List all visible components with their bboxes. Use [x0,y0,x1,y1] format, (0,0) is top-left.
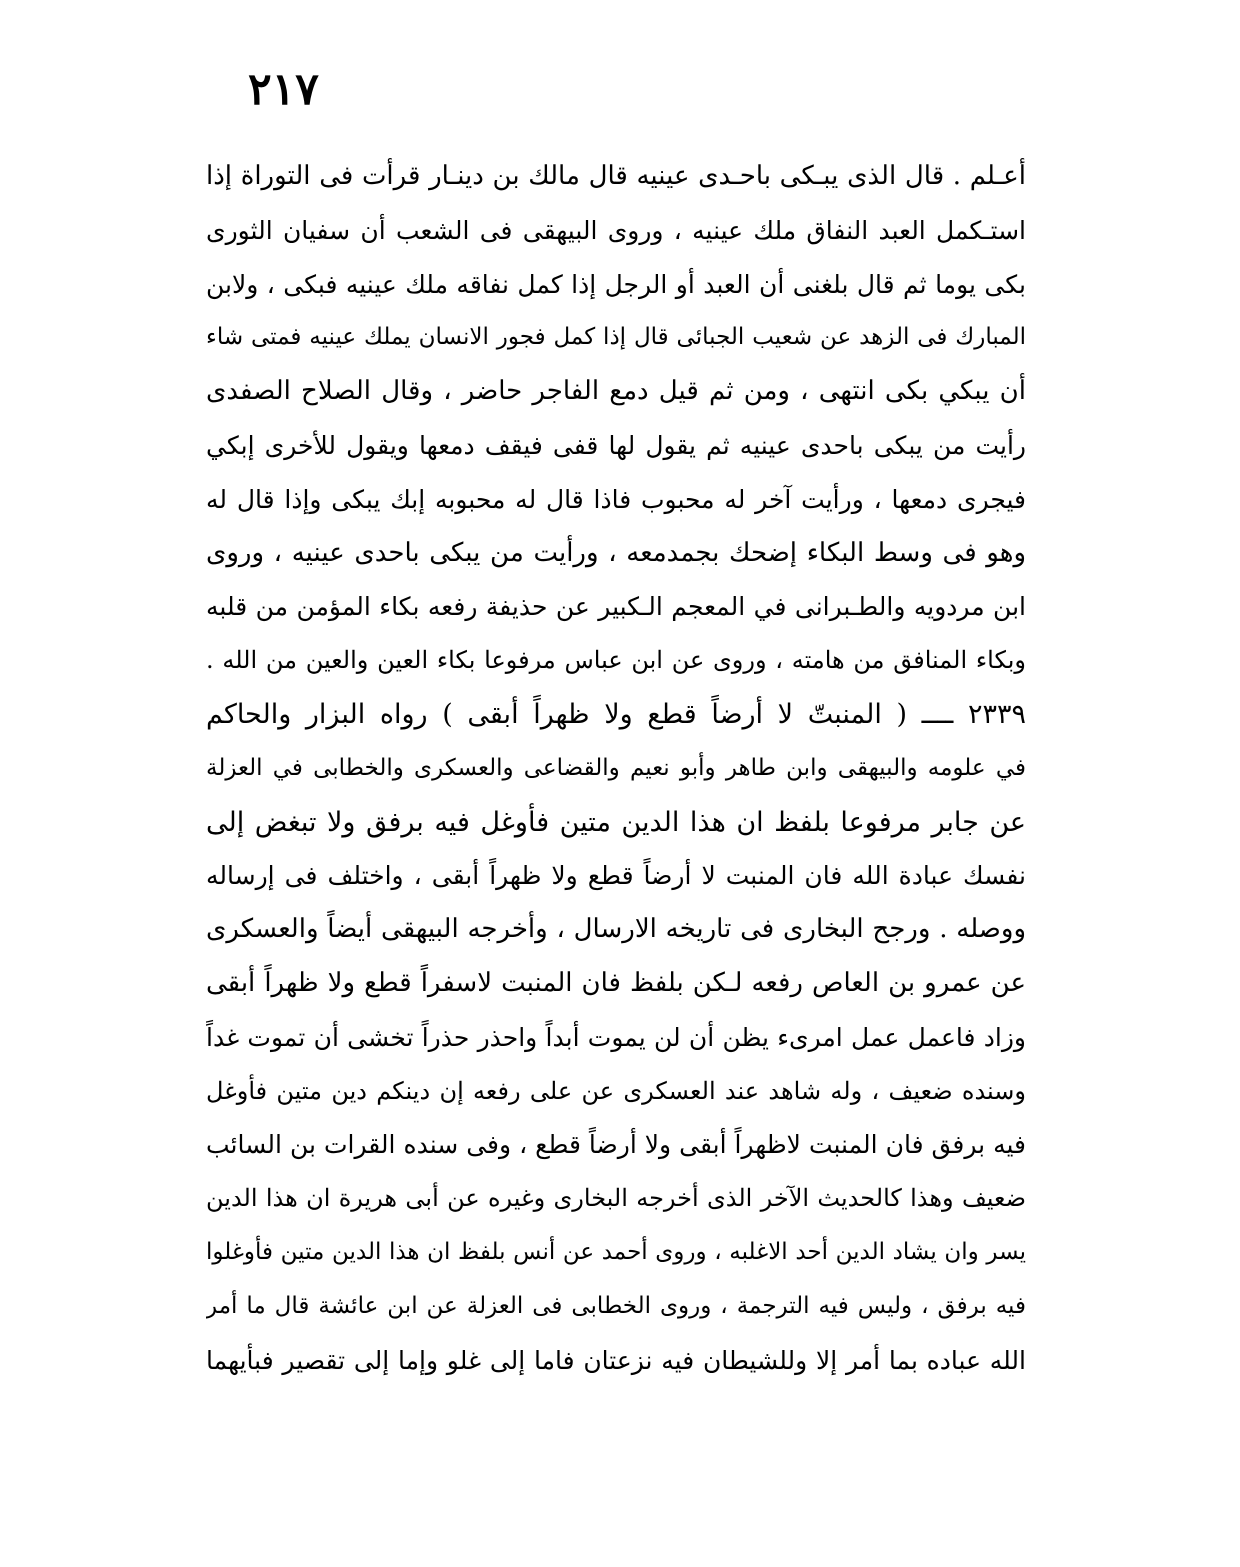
text-line-22: فيه برفق ، وليس فيه الترجمة ، وروى الخطابى فى العزلة عن ابن عائشة قال ما أمر [206,1292,1026,1319]
text-line-14: نفسك عبادة الله فان المنبت لا أرضاً قطع ولا ظهراً أبقى ، واختلف فى إرساله [206,861,1026,891]
text-line-9: ابن مردويه والطـبرانى في المعجم الـكبير عن حذيفة رفعه بكاء المؤمن من قلبه [206,592,1026,622]
text-line-3: بكى يوما ثم قال بلغنى أن العبد أو الرجل إذا كمل نفاقه ملك عينيه فبكى ، ولابن [206,269,1026,299]
text-line-6: رأيت من يبكى باحدى عينيه ثم يقول لها قفى فيقف دمعها ويقول للأخرى إبكي [206,430,1026,460]
page-body [206,150,1026,1387]
text-line-17: وزاد فاعمل عمل امرىء يظن أن لن يموت أبداً واحذر حذراً تخشى أن تموت غداً [206,1022,1026,1052]
text-line-12: في علومه والبيهقى وابن طاهر وأبو نعيم والقضاعى والعسكرى والخطابى في العزلة [206,754,1026,781]
text-line-19: فيه برفق فان المنبت لاظهراً أبقى ولا أرضاً قطع ، وفى سنده القرات بن السائب [206,1130,1026,1160]
text-line-8: وهو فى وسط البكاء إضحك بجمدمعه ، ورأيت من يبكى باحدى عينيه ، وروى [206,537,1026,568]
text-line-15: ووصله . ورجح البخارى فى تاريخه الارسال ، وأخرجه البيهقى أيضاً والعسكرى [206,914,1026,945]
page-number: ٢١٧ [248,64,319,115]
text-line-23: الله عباده بما أمر إلا وللشيطان فيه نزعتان فاما إلى غلو وإما إلى تقصير فبأيهما [206,1345,1026,1375]
text-line-1: أعـلم . قال الذى يبـكى باحـدى عينيه قال مالك بن دينـار قرأت فى التوراة إذا [206,161,1026,191]
text-line-18: وسنده ضعيف ، وله شاهد عند العسكرى عن على رفعه إن دينكم دين متين فأوغل [206,1076,1026,1105]
text-line-20: ضعيف وهذا كالحديث الآخر الذى أخرجه البخارى وغيره عن أبى هريرة ان هذا الدين [206,1184,1026,1213]
text-line-5: أن يبكي بكى انتهى ، ومن ثم قيل دمع الفاجر حاضر ، وقال الصلاح الصفدى [206,376,1026,407]
hadith-heading-line: ٢٣٣٩ ــــ ( المنبتّ لا أرضاً قطع ولا ظهراً أبقى ) رواه البزار والحاكم [206,698,1026,730]
text-line-16: عن عمرو بن العاص رفعه لـكن بلفظ فان المنبت لاسفراً قطع ولا ظهراً أبقى [206,967,1026,998]
text-line-2: استـكمل العبد النفاق ملك عينيه ، وروى البيهقى فى الشعب أن سفيان الثورى [206,215,1026,245]
text-line-7: فيجرى دمعها ، ورأيت آخر له محبوب فاذا قال له محبوبه إبك يبكى وإذا قال له [206,484,1026,514]
text-line-4: المبارك فى الزهد عن شعيب الجبائى قال إذا كمل فجور الانسان يملك عينيه فمتى شاء [206,324,1026,351]
text-line-10: وبكاء المنافق من هامته ، وروى عن ابن عباس مرفوعا بكاء العين والعين من الله . [206,646,1026,675]
text-line-13: عن جابر مرفوعا بلفظ ان هذا الدين متين فأوغل فيه برفق ولا تبغض إلى [206,806,1026,838]
text-line-21: يسر وان يشاد الدين أحد الاغلبه ، وروى أحمد عن أنس بلفظ ان هذا الدين متين فأوغلوا [206,1238,1026,1265]
